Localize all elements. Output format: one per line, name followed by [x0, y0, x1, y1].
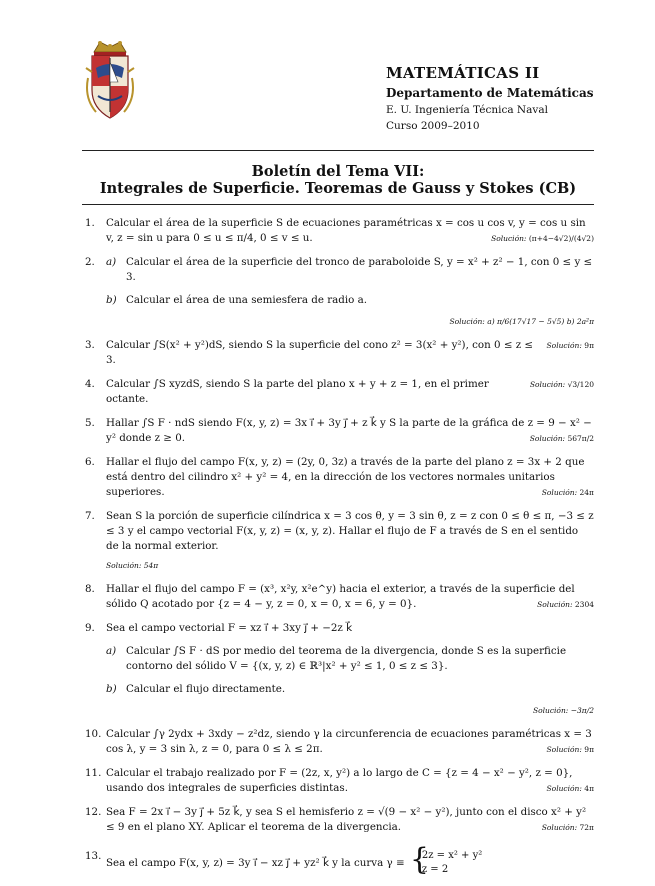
exercise-text: Calcular el trabajo realizado por F = (2z, x, y²) a lo largo de C = {z = 4 − x² − y², z = 0}, usando dos integrales de superficies distintas. — [106, 767, 573, 794]
solution-label: Solución: — [529, 380, 566, 389]
divider-top — [82, 150, 594, 151]
exercise-part — [106, 293, 594, 308]
solution-value: a) π/6(17√17 − 5√5) b) 2a²π — [487, 317, 594, 326]
solution — [547, 338, 594, 353]
exercise-item — [82, 455, 594, 500]
solution-value: 9π — [584, 745, 594, 754]
exercise-item — [82, 377, 594, 407]
solution — [106, 558, 594, 573]
exercise-item — [82, 766, 594, 796]
solution-label: Solución: — [541, 823, 578, 832]
exercise-number: 2. — [85, 256, 95, 268]
solution — [537, 597, 594, 612]
solution — [542, 485, 594, 500]
solution-value: 4π — [584, 784, 594, 793]
solution-label: Solución: — [529, 434, 566, 443]
part-text: Calcular el flujo directamente. — [126, 683, 286, 695]
exercise-text: Calcular ∫S(x² + y²)dS, siendo S la superficie del cono z² = 3(x² + y²), con 0 ≤ z ≤ 3. — [106, 339, 534, 366]
exercise-item — [82, 842, 594, 877]
solution-value: 54π — [143, 561, 159, 570]
part-text: Calcular ∫S F · dS por medio del teorema de la divergencia, donde S es la superficie contorno del sólido V = {(x, y, z) ∈ ℝ³|x² + y² ≤ 1, 0 ≤ z ≤ 3}. — [126, 645, 567, 672]
academic-year: Curso 2009–2010 — [386, 120, 480, 132]
solution-label: Solución: — [541, 488, 578, 497]
solution — [547, 781, 594, 796]
solution — [106, 703, 594, 718]
exercise-item — [82, 509, 594, 573]
solution — [530, 377, 594, 392]
exercise-part — [106, 644, 594, 674]
system-equation: 2z = x² + y² — [421, 850, 483, 861]
exercise-item — [82, 582, 594, 612]
exercise-number: 7. — [85, 510, 95, 522]
exercise-number: 9. — [85, 622, 95, 634]
solution-label: Solución: — [532, 706, 569, 715]
exercise-item — [82, 416, 594, 446]
solution-value: −3π/2 — [570, 706, 594, 715]
solution-value: 24π — [579, 488, 594, 497]
exercise-item — [82, 216, 594, 246]
solution-value: √3/120 — [567, 380, 594, 389]
exercise-number: 10. — [85, 728, 102, 740]
exercise-text: Calcular el área de la superficie S de ecuaciones paramétricas x = cos u cos v, y = cos u sin v, z = sin u para 0 ≤ u ≤ π/4, 0 ≤ v ≤ u. — [106, 217, 586, 244]
solution-label: Solución: — [546, 745, 582, 754]
exercise-item — [82, 338, 594, 368]
exercise-text: Calcular ∫γ 2ydx + 3xdy − z²dz, siendo γ la circunferencia de ecuaciones paramétricas x = 3 cos λ, y = 3 sin λ, z = 0, para 0 ≤ λ ≤ 2π. — [106, 728, 592, 755]
exercise-text: Sea el campo F(x, y, z) = 3y i⃗ − xz j⃗ + yz² k⃗ y la curva γ ≡ — [106, 857, 405, 869]
solution-label: Solución: — [546, 341, 582, 350]
exercise-text: Hallar ∫S F · ndS siendo F(x, y, z) = 3x i⃗ + 3y j⃗ + z k⃗ y S la parte de la gráfica de z = 9 − x² − y² donde z ≥ 0. — [106, 417, 592, 444]
page-title — [82, 163, 594, 197]
exercise-item — [82, 805, 594, 835]
solution-label: Solución: — [546, 784, 582, 793]
exercise-number: 12. — [85, 806, 102, 818]
exercise-item — [82, 727, 594, 757]
solution-value: 72π — [579, 823, 594, 832]
exercise-list — [82, 216, 594, 886]
exercise-number: 5. — [85, 417, 95, 429]
solution — [106, 314, 594, 329]
solution — [542, 820, 594, 835]
exercise-item — [82, 255, 594, 329]
solution-label: Solución: — [491, 234, 527, 243]
solution-label: Solución: — [537, 600, 573, 609]
solution-value: 567π/2 — [567, 434, 594, 443]
solution — [530, 431, 594, 446]
part-label: b) — [106, 683, 117, 695]
exercise-number: 6. — [85, 456, 95, 468]
solution-value: (π+4−4√2)/(4√2) — [528, 234, 594, 243]
solution-label: Solución: — [449, 317, 485, 326]
curve-system — [409, 842, 483, 877]
exercise-number: 8. — [85, 583, 95, 595]
course-header — [386, 64, 626, 134]
exercise-number: 13. — [85, 850, 102, 862]
exercise-text: Sea F = 2x i⃗ − 3y j⃗ + 5z k⃗, y sea S el hemisferio z = √(9 − x² − y²), junto con el disco x² + y² ≤ 9 en el plano XY. Aplicar el teorema de la divergencia. — [106, 806, 587, 833]
exercise-number: 1. — [85, 217, 95, 229]
part-text: Calcular el área de una semiesfera de radio a. — [126, 294, 368, 306]
exercise-part — [106, 682, 594, 697]
school-seal-logo — [82, 38, 138, 124]
exercise-text: Sea el campo vectorial F = xz i⃗ + 3xy j⃗ + −2z k⃗ — [106, 622, 353, 634]
exercise-part — [106, 255, 594, 285]
solution — [547, 742, 594, 757]
exercise-text: Calcular ∫S xyzdS, siendo S la parte del plano x + y + z = 1, en el primer octante. — [106, 378, 489, 405]
divider-bottom — [82, 204, 594, 205]
exercise-number: 4. — [85, 378, 95, 390]
exercise-item — [82, 621, 594, 718]
solution — [491, 231, 594, 246]
exercise-number: 11. — [85, 767, 102, 779]
exercise-text: Sean S la porción de superficie cilíndrica x = 3 cos θ, y = 3 sin θ, z = z con 0 ≤ θ ≤ π, −3 ≤ z ≤ 3 y el campo vectorial F(x, y, z) = (x, y, z). Hallar el flujo de F a través de S en el sentido de la normal exterior. — [106, 510, 594, 552]
exercise-text: Hallar el flujo del campo F = (x³, x²y, x²e^y) hacia el exterior, a través de la superficie del sólido Q acotado por {z = 4 − y, z = 0, x = 0, x = 6, y = 0}. — [106, 583, 575, 610]
school-name: E. U. Ingeniería Técnica Naval — [386, 104, 548, 116]
exercise-number: 3. — [85, 339, 95, 351]
part-label: b) — [106, 294, 117, 306]
solution-value: 2304 — [574, 600, 594, 609]
course-title: MATEMÁTICAS II — [386, 64, 540, 82]
part-label: a) — [106, 645, 117, 657]
exercise-text: Hallar el flujo del campo F(x, y, z) = (2y, 0, 3z) a través de la parte del plano z = 3x + 2 que está dentro del cilindro x² + y² = 4, en la dirección de los vectores normales unitarios superiores. — [106, 456, 585, 498]
system-equation: z = 2 — [421, 864, 449, 875]
title-line-1: Boletín del Tema VII: — [251, 163, 425, 180]
brace-symbol: { — [409, 842, 429, 877]
solution-value: 9π — [584, 341, 594, 350]
solution-label: Solución: — [106, 561, 142, 570]
part-label: a) — [106, 256, 117, 268]
title-line-2: Integrales de Superficie. Teoremas de Gauss y Stokes (CB) — [99, 180, 577, 197]
department-name: Departamento de Matemáticas — [386, 86, 594, 100]
part-text: Calcular el área de la superficie del tronco de paraboloide S, y = x² + z² − 1, con 0 ≤ y ≤ 3. — [126, 256, 593, 283]
